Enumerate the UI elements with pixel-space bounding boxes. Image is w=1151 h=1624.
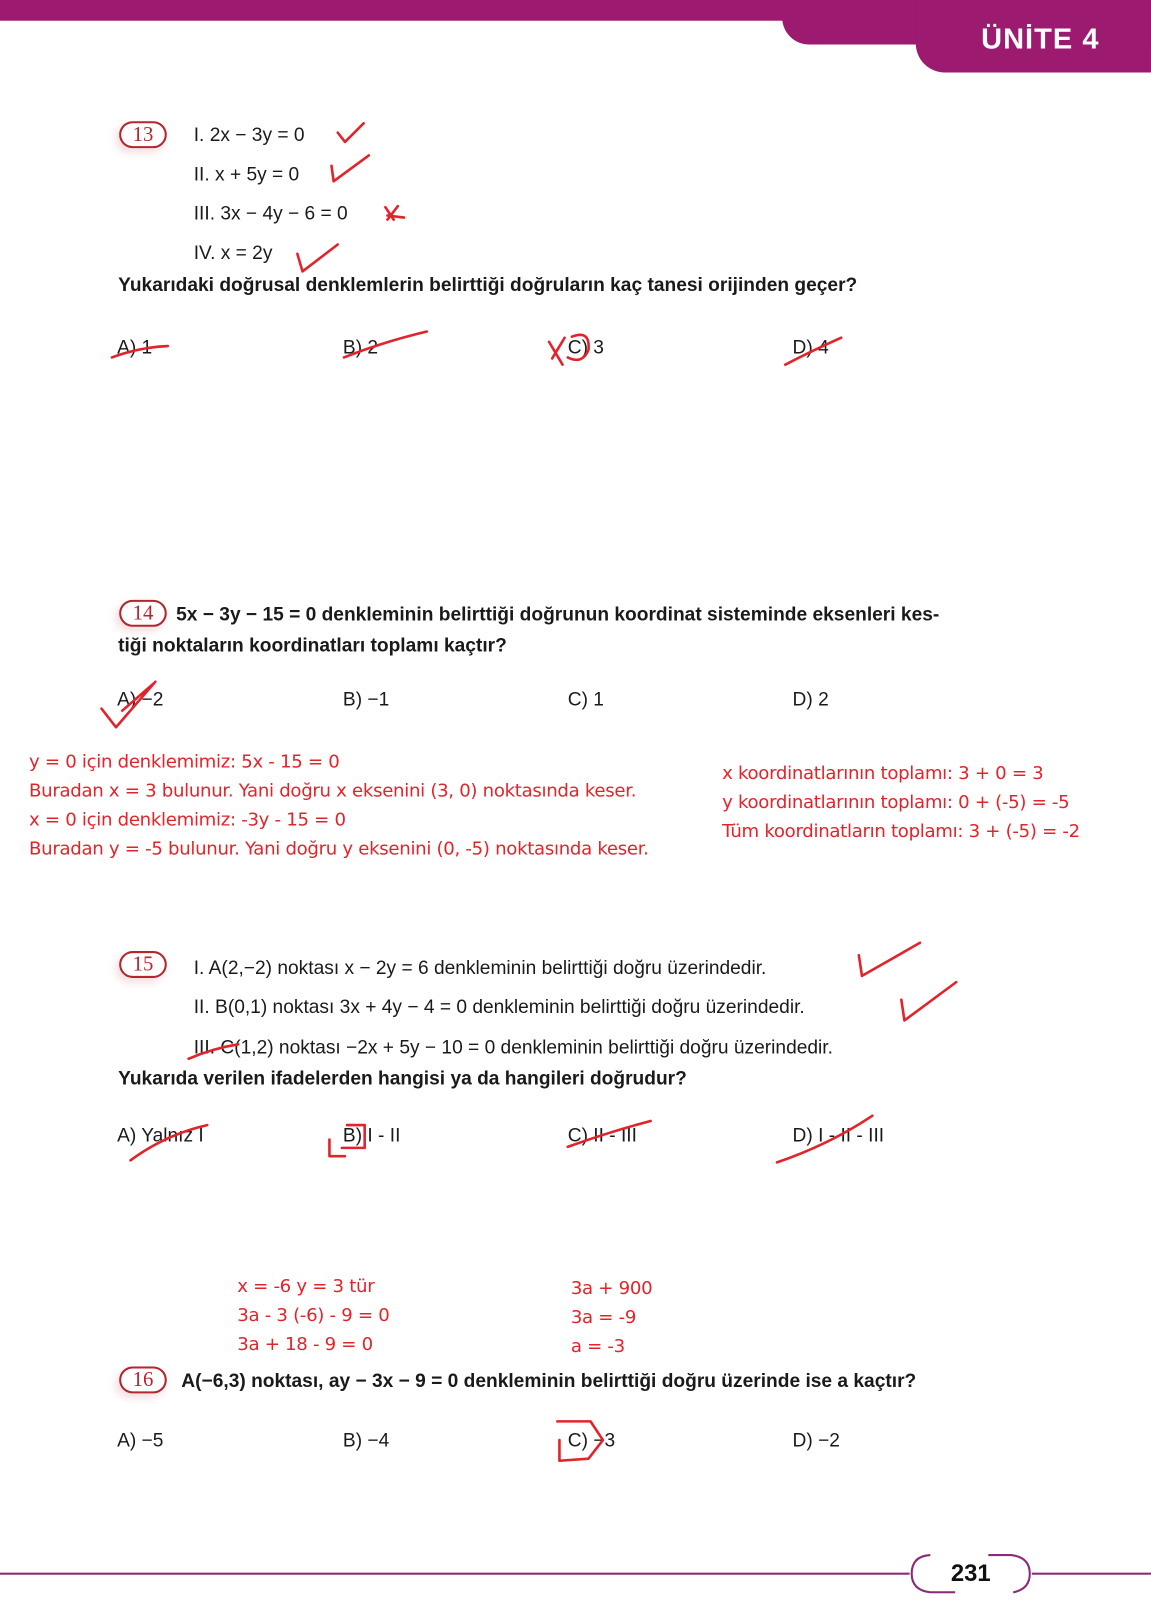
check-mark-icon [297, 244, 337, 271]
note-line: Buradan x = 3 bulunur. Yani doğru x eksenini (3, 0) noktasında keser. [29, 781, 637, 802]
page-number: 231 [950, 1559, 991, 1587]
note-line: a = -3 [570, 1336, 625, 1358]
option-d[interactable]: D) I - II - III [792, 1124, 885, 1146]
question-text: Yukarıdaki doğrusal denklemlerin belirttiği doğruların kaç tanesi orijinden geçer? [118, 273, 858, 296]
option-c[interactable]: C) II - III [567, 1124, 637, 1146]
cross-mark-icon [385, 206, 404, 219]
statement-2: II. B(0,1) noktası 3x + 4y − 4 = 0 denkleminin belirttiği doğru üzerindedir. [193, 995, 805, 1018]
option-d[interactable]: D) −2 [792, 1428, 840, 1451]
solution-notes-right [722, 759, 1080, 846]
question-number-13: 13 [119, 121, 167, 148]
unit-label: ÜNİTE 4 [981, 22, 1100, 55]
check-mark-icon [332, 155, 369, 181]
question-text-line2: tiği noktaların koordinatları toplamı kaçtır? [118, 634, 507, 656]
statement-1: I. A(2,−2) noktası x − 2y = 6 denkleminin belirttiği doğru üzerindedir. [193, 956, 767, 978]
note-line: 3a + 900 [570, 1278, 653, 1300]
statement-4: IV. x = 2y [193, 241, 273, 264]
option-b[interactable]: B) 2 [342, 335, 379, 358]
option-d[interactable]: D) 2 [792, 687, 829, 710]
question-number-16: 16 [119, 1366, 167, 1393]
question-text: A(−6,3) noktası, ay − 3x − 9 = 0 denkleminin belirttiği doğru üzerinde ise a kaçtır? [181, 1369, 917, 1392]
question-number-15: 15 [119, 951, 167, 978]
option-d[interactable]: D) 4 [792, 335, 829, 358]
note-line: x = -6 y = 3 tür [237, 1276, 375, 1298]
statement-3: III. 3x − 4y − 6 = 0 [193, 202, 348, 224]
option-c[interactable]: C) 3 [567, 335, 604, 358]
note-line: x = 0 için denklemimiz: -3y - 15 = 0 [29, 810, 346, 831]
check-mark-icon [901, 982, 956, 1020]
option-c[interactable]: C) −3 [567, 1428, 616, 1451]
solution-notes-left [29, 748, 649, 864]
note-line: 3a = -9 [570, 1307, 637, 1329]
option-b[interactable]: B) I - II [342, 1124, 401, 1146]
cross-mark-icon [549, 338, 565, 365]
note-line: x koordinatlarının toplamı: 3 + 0 = 3 [722, 763, 1044, 785]
statement-2: II. x + 5y = 0 [193, 162, 300, 185]
note-line: y koordinatlarının toplamı: 0 + (-5) = -5 [722, 792, 1070, 814]
solution-notes-right [571, 1274, 652, 1361]
note-line: y = 0 için denklemimiz: 5x - 15 = 0 [29, 752, 340, 773]
note-line: Buradan y = -5 bulunur. Yani doğru y eksenini (0, -5) noktasında keser. [29, 839, 649, 860]
check-mark-icon [859, 943, 920, 976]
option-a[interactable]: A) 1 [117, 335, 153, 358]
note-line: Tüm koordinatların toplamı: 3 + (-5) = -2 [722, 821, 1080, 843]
statement-3: III. C(1,2) noktası −2x + 5y − 10 = 0 denkleminin belirttiği doğru üzerindedir. [193, 1036, 833, 1058]
option-a[interactable]: A) −2 [117, 687, 164, 710]
question-text-line1: 5x − 3y − 15 = 0 denkleminin belirttiği doğrunun koordinat sisteminde eksenleri kes- [176, 602, 940, 625]
option-a[interactable]: A) −5 [117, 1428, 164, 1451]
question-text: Yukarıda verilen ifadelerden hangisi ya da hangileri doğrudur? [118, 1067, 687, 1089]
option-b[interactable]: B) −1 [342, 687, 390, 710]
note-line: 3a + 18 - 9 = 0 [237, 1334, 373, 1356]
note-line: 3a - 3 (-6) - 9 = 0 [237, 1305, 390, 1327]
option-c[interactable]: C) 1 [567, 687, 604, 710]
question-number-14: 14 [119, 600, 167, 627]
option-b[interactable]: B) −4 [342, 1428, 390, 1451]
option-a[interactable]: A) Yalnız I [117, 1124, 204, 1146]
solution-notes-left [237, 1272, 389, 1359]
statement-1: I. 2x − 3y = 0 [193, 123, 305, 146]
check-mark-icon [338, 123, 364, 142]
